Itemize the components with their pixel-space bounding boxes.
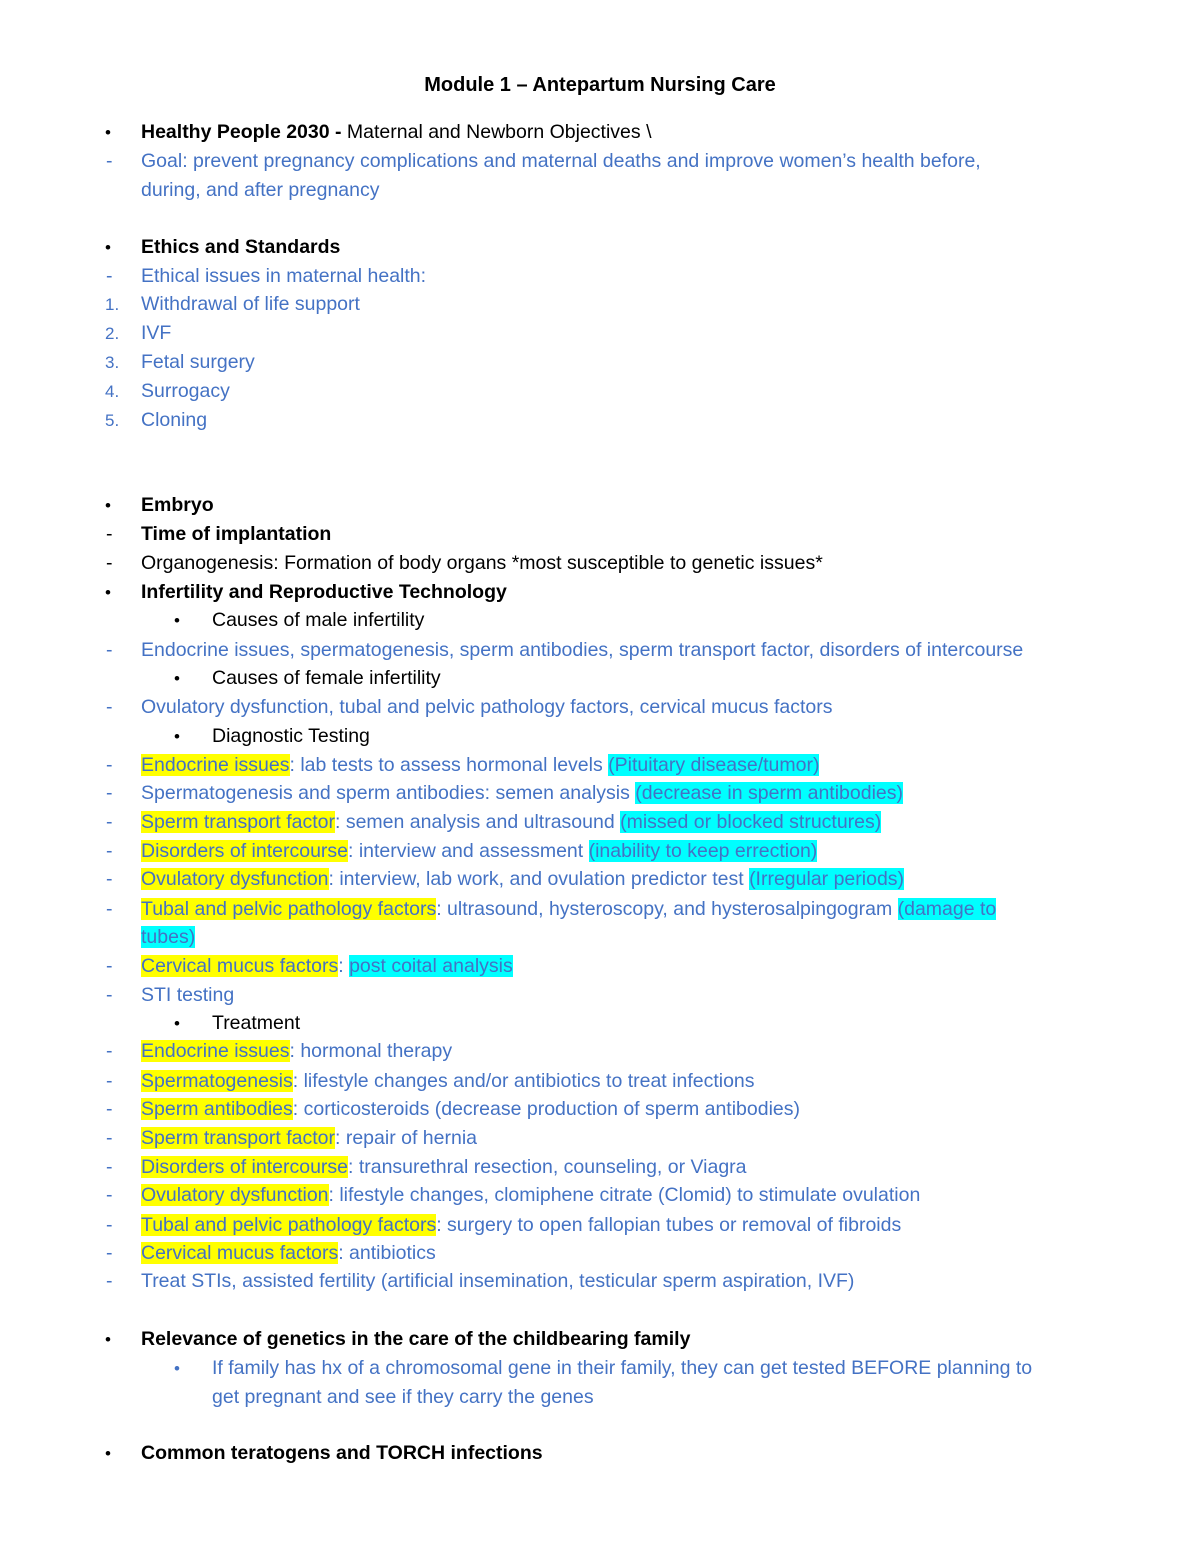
note-line [0, 1239, 1200, 1268]
note-line [0, 1009, 1200, 1038]
note-line [0, 147, 1200, 176]
text-run: STI testing [141, 984, 235, 1006]
line-text [141, 1153, 747, 1182]
list-marker: - [106, 265, 113, 287]
highlight-yellow: Disorders of intercourse [141, 840, 348, 862]
list-marker: • [174, 1014, 180, 1033]
text-run: Ethics and Standards [141, 236, 341, 258]
list-marker: • [174, 611, 180, 630]
note-line [0, 837, 1200, 866]
list-marker: - [106, 523, 113, 545]
text-run: Maternal and Newborn Objectives \ [346, 121, 652, 143]
line-text [141, 1325, 690, 1354]
text-run: : lab tests to assess hormonal levels [289, 754, 609, 776]
list-marker: - [106, 150, 113, 172]
text-run: Treat STIs, assisted fertility (artificial insemination, testicular sperm aspiration, IVF) [141, 1270, 855, 1292]
highlight-yellow: Cervical mucus factors [141, 1242, 339, 1264]
note-line [0, 636, 1200, 665]
line-text [141, 578, 507, 607]
text-run: Relevance of genetics in the care of the childbearing family [141, 1328, 691, 1350]
text-run: Organogenesis: Formation of body organs *most susceptible to genetic issues* [141, 552, 823, 574]
highlight-cyan: (missed or blocked structures) [620, 811, 882, 833]
text-run: Cloning [141, 409, 208, 431]
note-line [0, 1095, 1200, 1124]
highlight-cyan: (damage to [897, 898, 997, 920]
line-text [212, 664, 441, 693]
highlight-yellow: Sperm antibodies [141, 1098, 293, 1120]
line-text [141, 1124, 477, 1153]
note-line [0, 578, 1200, 607]
text-run: Surrogacy [141, 380, 230, 402]
text-run: If family has hx of a chromosomal gene in their family, they can get tested BEFORE planning to [212, 1357, 1033, 1379]
line-text [141, 751, 819, 780]
highlight-cyan: tubes) [141, 926, 196, 948]
line-text [141, 1181, 920, 1210]
note-line [0, 923, 1200, 952]
text-run: : interview, lab work, and ovulation predictor test [328, 868, 750, 890]
note-line [0, 520, 1200, 549]
line-text [141, 1067, 755, 1096]
line-text [141, 147, 981, 176]
line-text [141, 319, 171, 348]
text-run: Infertility and Reproductive Technology [141, 581, 507, 603]
text-run: Ovulatory dysfunction, tubal and pelvic pathology factors, cervical mucus factors [141, 696, 833, 718]
note-line [0, 377, 1200, 406]
text-run: Time of implantation [141, 523, 332, 545]
line-text [141, 1211, 901, 1240]
line-text [141, 520, 331, 549]
line-text [141, 952, 513, 981]
line-text [141, 348, 255, 377]
line-text [141, 176, 380, 205]
text-run: Diagnostic Testing [212, 725, 370, 747]
list-marker: - [106, 754, 113, 776]
line-text [141, 377, 230, 406]
highlight-cyan: (inability to keep errection) [588, 840, 818, 862]
text-run: Causes of male infertility [212, 609, 425, 631]
list-marker: - [106, 1040, 113, 1062]
line-text [212, 1354, 1032, 1383]
text-run: : hormonal therapy [289, 1040, 453, 1062]
line-text [141, 865, 904, 894]
text-run: : ultrasound, hysteroscopy, and hysterosalpingogram [436, 898, 898, 920]
text-run: Fetal surgery [141, 351, 255, 373]
text-run: Ethical issues in maternal health: [141, 265, 427, 287]
note-line [0, 1325, 1200, 1354]
list-marker: 4. [105, 382, 120, 401]
text-run: IVF [141, 322, 172, 344]
note-line [0, 1439, 1200, 1468]
list-marker: - [106, 840, 113, 862]
note-line [0, 1181, 1200, 1210]
line-text [212, 606, 424, 635]
list-marker: - [106, 696, 113, 718]
line-text [141, 837, 817, 866]
note-line [0, 348, 1200, 377]
list-marker: - [106, 984, 113, 1006]
list-marker: - [106, 1242, 113, 1264]
highlight-cyan: (decrease in sperm antibodies) [635, 782, 903, 804]
text-run: during, and after pregnancy [141, 179, 380, 201]
highlight-cyan: post coital analysis [349, 955, 513, 977]
highlight-yellow: Cervical mucus factors [141, 955, 339, 977]
list-marker: • [174, 669, 180, 688]
note-line [0, 1124, 1200, 1153]
text-run: : repair of hernia [335, 1127, 477, 1149]
line-text [141, 636, 1023, 665]
line-text [141, 808, 881, 837]
list-marker: - [106, 1270, 113, 1292]
text-run: get pregnant and see if they carry the genes [212, 1386, 594, 1408]
list-marker: - [106, 811, 113, 833]
list-marker: • [174, 727, 180, 746]
note-line [0, 606, 1200, 635]
highlight-cyan: (Pituitary disease/tumor) [608, 754, 820, 776]
note-line [0, 664, 1200, 693]
text-run: Goal: prevent pregnancy complications and maternal deaths and improve women’s health before, [141, 150, 981, 172]
highlight-yellow: Disorders of intercourse [141, 1156, 348, 1178]
list-marker: • [105, 1330, 111, 1349]
highlight-yellow: Endocrine issues [141, 1040, 290, 1062]
line-text [141, 693, 833, 722]
list-marker: - [106, 1156, 113, 1178]
note-line [0, 895, 1200, 924]
note-line [0, 176, 1200, 205]
text-run: : surgery to open fallopian tubes or removal of fibroids [436, 1214, 902, 1236]
text-run: : lifestyle changes and/or antibiotics to treat infections [292, 1070, 755, 1092]
text-run: Embryo [141, 494, 214, 516]
text-run: Endocrine issues, spermatogenesis, sperm antibodies, sperm transport factor, disorders of intercourse [141, 639, 1024, 661]
highlight-yellow: Ovulatory dysfunction [141, 1184, 329, 1206]
text-run: : corticosteroids (decrease production of sperm antibodies) [292, 1098, 801, 1120]
note-line [0, 751, 1200, 780]
note-line [0, 1037, 1200, 1066]
note-line [0, 1211, 1200, 1240]
list-marker: - [106, 1184, 113, 1206]
text-run: : [338, 955, 350, 977]
note-line [0, 952, 1200, 981]
line-text [141, 779, 903, 808]
text-run: Withdrawal of life support [141, 293, 360, 315]
highlight-yellow: Sperm transport factor [141, 1127, 335, 1149]
line-text [141, 1095, 800, 1124]
text-run: Healthy People 2030 - [141, 121, 347, 143]
highlight-yellow: Endocrine issues [141, 754, 290, 776]
line-text [141, 1439, 543, 1468]
note-line [0, 1354, 1200, 1383]
line-text [141, 1267, 854, 1296]
list-marker: - [106, 1070, 113, 1092]
list-marker: - [106, 1214, 113, 1236]
text-run: : transurethral resection, counseling, or Viagra [348, 1156, 747, 1178]
list-marker: • [105, 123, 111, 142]
text-run: : lifestyle changes, clomiphene citrate (Clomid) to stimulate ovulation [328, 1184, 921, 1206]
note-line [0, 549, 1200, 578]
text-run: Causes of female infertility [212, 667, 441, 689]
note-line [0, 1153, 1200, 1182]
note-line [0, 262, 1200, 291]
text-run: Spermatogenesis and sperm antibodies: semen analysis [141, 782, 636, 804]
line-text [141, 290, 360, 319]
line-text [141, 981, 234, 1010]
list-marker: - [106, 868, 113, 890]
highlight-yellow: Spermatogenesis [141, 1070, 293, 1092]
line-text [141, 923, 195, 952]
text-run: : semen analysis and ultrasound [335, 811, 621, 833]
list-marker: - [106, 1098, 113, 1120]
highlight-yellow: Sperm transport factor [141, 811, 335, 833]
list-marker: - [106, 639, 113, 661]
list-marker: 1. [105, 295, 120, 314]
list-marker: - [106, 552, 113, 574]
note-line [0, 981, 1200, 1010]
highlight-yellow: Tubal and pelvic pathology factors [141, 898, 437, 920]
note-line [0, 722, 1200, 751]
line-text [212, 1009, 300, 1038]
note-line [0, 693, 1200, 722]
line-text [212, 1383, 594, 1412]
note-line [0, 406, 1200, 435]
line-text [141, 1037, 452, 1066]
list-marker: 3. [105, 353, 120, 372]
list-marker: • [105, 496, 111, 515]
line-text [141, 118, 652, 147]
line-text [141, 1239, 436, 1268]
note-line [0, 1267, 1200, 1296]
list-marker: - [106, 898, 113, 920]
list-marker: • [174, 1359, 180, 1378]
line-text [141, 491, 214, 520]
list-marker: 5. [105, 411, 120, 430]
note-line [0, 1383, 1200, 1412]
highlight-cyan: (Irregular periods) [749, 868, 905, 890]
highlight-yellow: Tubal and pelvic pathology factors [141, 1214, 437, 1236]
line-text [141, 233, 340, 262]
text-run: Common teratogens and TORCH infections [141, 1442, 543, 1464]
note-line [0, 865, 1200, 894]
text-run: Treatment [212, 1012, 301, 1034]
page-title: Module 1 – Antepartum Nursing Care [424, 74, 776, 96]
list-marker: • [105, 583, 111, 602]
list-marker: - [106, 955, 113, 977]
note-line [0, 1067, 1200, 1096]
text-run: : antibiotics [338, 1242, 436, 1264]
list-marker: • [105, 1444, 111, 1463]
list-marker: - [106, 1127, 113, 1149]
note-line [0, 779, 1200, 808]
note-line [0, 233, 1200, 262]
highlight-yellow: Ovulatory dysfunction [141, 868, 329, 890]
text-run: : interview and assessment [348, 840, 589, 862]
list-marker: • [105, 238, 111, 257]
note-line [0, 290, 1200, 319]
line-text [141, 406, 207, 435]
line-text [212, 722, 370, 751]
note-line [0, 491, 1200, 520]
note-line [0, 118, 1200, 147]
line-text [141, 549, 823, 578]
list-marker: - [106, 782, 113, 804]
note-line [0, 808, 1200, 837]
list-marker: 2. [105, 324, 120, 343]
note-line [0, 319, 1200, 348]
line-text [141, 895, 996, 924]
line-text [141, 262, 426, 291]
